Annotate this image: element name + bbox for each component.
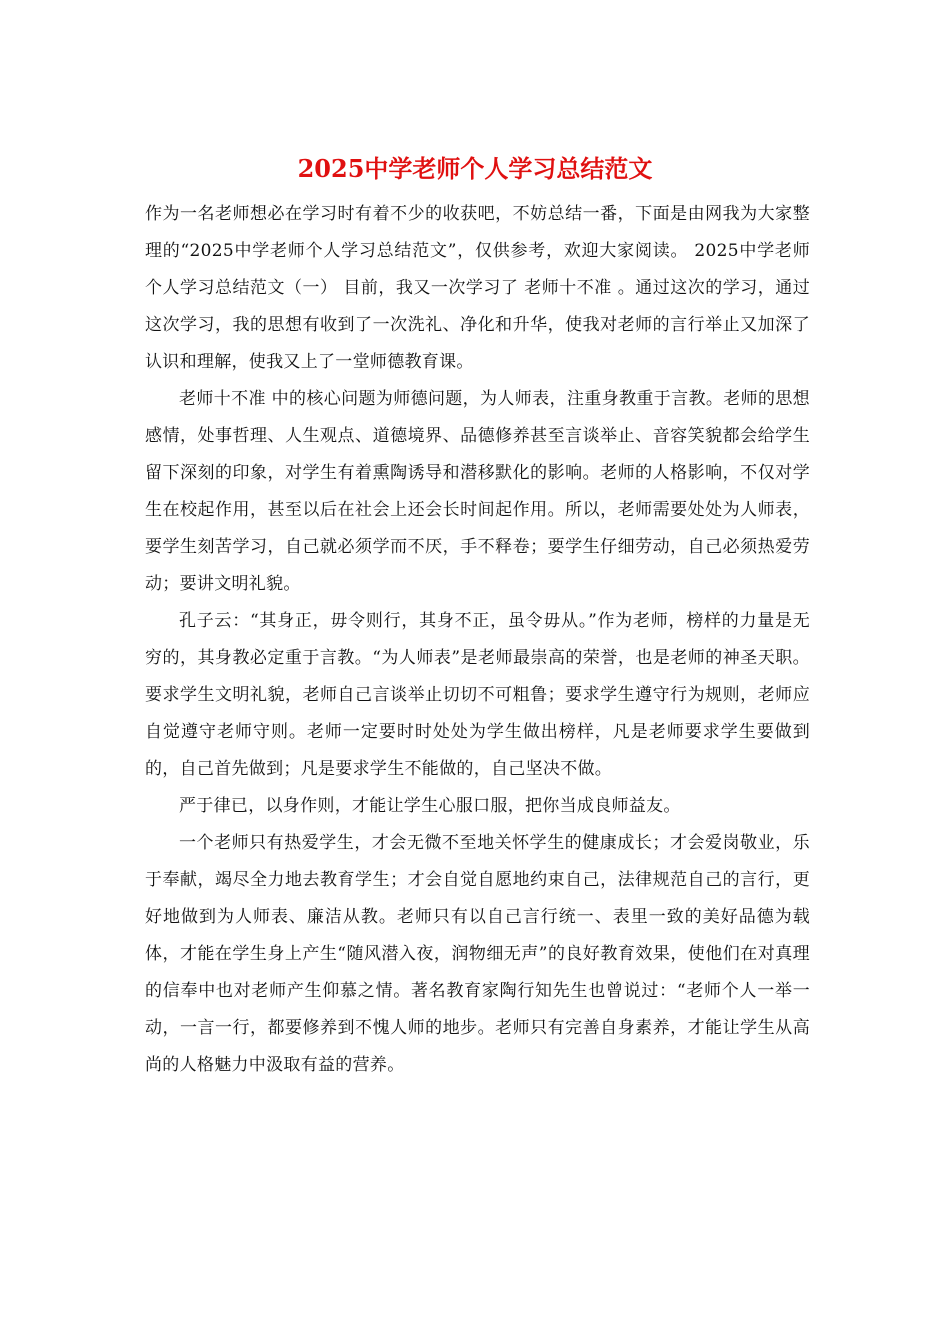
document-body: [145, 196, 810, 1084]
document-title: 2025中学老师个人学习总结范文: [297, 154, 653, 183]
paragraph-core-issue: 老师十不准 中的核心问题为师德问题，为人师表，注重身教重于言教。老师的思想感情，处事哲理、人生观点、道德境界、品德修养甚至言谈举止、音容笑貌都会给学生留下深刻的印象，对学生有着熏陶诱导和潜移默化的影响。老师的人格影响，不仅对学生在校起作用，甚至以后在社会上还会长时间起作用。所以，老师需要处处为人师表，要学生刻苦学习，自己就必须学而不厌，手不释卷；要学生仔细劳动，自己必须热爱劳动；要讲文明礼貌。: [145, 389, 810, 594]
paragraph-intro: 作为一名老师想必在学习时有着不少的收获吧，不妨总结一番，下面是由网我为大家整理的“2025中学老师个人学习总结范文”，仅供参考，欢迎大家阅读。 2025中学老师个人学习总结范文（一） 目前，我又一次学习了 老师十不准 。通过这次的学习，通过这次学习，我的思想有收到了一次洗礼、净化和升华，使我对老师的言行举止又加深了认识和理解，使我又上了一堂师德教育课。: [145, 204, 810, 372]
paragraph-love-students: 一个老师只有热爱学生，才会无微不至地关怀学生的健康成长；才会爱岗敬业，乐于奉献，竭尽全力地去教育学生；才会自觉自愿地约束自己，法律规范自己的言行，更好地做到为人师表、廉洁从教。老师只有以自己言行统一、表里一致的美好品德为载体，才能在学生身上产生“随风潜入夜，润物细无声”的良好教育效果，使他们在对真理的信奉中也对老师产生仰慕之情。著名教育家陶行知先生也曾说过：“老师个人一举一动，一言一行，都要修养到不愧人师的地步。老师只有完善自身素养，才能让学生从高尚的人格魅力中汲取有益的营养。: [145, 833, 810, 1075]
paragraph-confucius: 孔子云：“其身正，毋令则行，其身不正，虽令毋从。”作为老师，榜样的力量是无穷的，其身教必定重于言教。“为人师表”是老师最崇高的荣誉，也是老师的神圣天职。要求学生文明礼貌，老师自己言谈举止切切不可粗鲁；要求学生遵守行为规则，老师应自觉遵守老师守则。老师一定要时时处处为学生做出榜样，凡是老师要求学生要做到的，自己首先做到；凡是要求学生不能做的，自己坚决不做。: [145, 611, 810, 779]
paragraph-self-discipline: 严于律已，以身作则，才能让学生心服口服，把你当成良师益友。: [179, 796, 681, 816]
